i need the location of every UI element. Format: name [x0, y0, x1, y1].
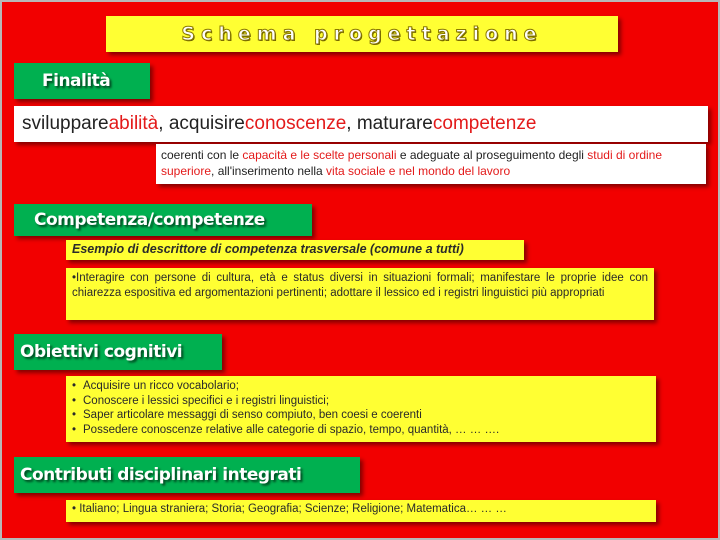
statement-segment: sviluppare — [22, 113, 109, 134]
statement-segment: , maturare — [346, 113, 433, 134]
details-segment: vita sociale e nel mondo del lavoro — [326, 164, 511, 178]
obiettivi-list — [72, 379, 650, 437]
example-label: Esempio di descrittore di competenza trasversale (comune a tutti) — [66, 240, 524, 260]
finalita-details — [156, 144, 706, 184]
obiettivi-list-box — [66, 376, 656, 442]
statement-segment: , acquisire — [158, 113, 245, 134]
bullet: • — [72, 394, 77, 407]
details-segment: , all'inserimento nella — [211, 164, 327, 178]
contributi-text: • Italiano; Lingua straniera; Storia; Geografia; Scienze; Religione; Matematica… … … — [66, 500, 656, 522]
statement-segment: competenze — [432, 113, 537, 134]
competence-descriptor: •Interagire con persone di cultura, età e status diversi in situazioni formali; manifestare le proprie idee con chiarezza espositiva ed argomentazioni pertinenti; adottare il lessico ed i registri linguistici più appropriati — [66, 268, 654, 320]
finalita-statement — [14, 106, 708, 142]
bullet: • — [72, 380, 77, 392]
title-banner — [106, 16, 618, 52]
competenza-heading: Competenza/competenze — [14, 204, 312, 236]
details-segment: capacità e le scelte personali — [242, 148, 397, 162]
list-item-text: Possedere conoscenze relative alle categorie di spazio, tempo, quantità, … … …. — [83, 423, 500, 436]
list-item — [72, 394, 650, 409]
details-segment: coerenti con le — [161, 148, 243, 162]
obiettivi-heading: Obiettivi cognitivi — [14, 334, 222, 370]
list-item — [72, 408, 650, 423]
statement-segment: abilità — [108, 113, 159, 134]
contributi-heading: Contributi disciplinari integrati — [14, 457, 360, 493]
list-item — [72, 423, 650, 438]
list-item — [72, 379, 650, 394]
bullet: • — [72, 409, 77, 421]
statement-segment: conoscenze — [244, 113, 347, 134]
list-item-text: Acquisire un ricco vocabolario; — [83, 380, 239, 392]
list-item-text: Conoscere i lessici specifici e i registri linguistici; — [83, 394, 330, 407]
finalita-heading: Finalità — [14, 63, 150, 99]
page-title: Schema progettazione — [181, 23, 543, 45]
details-segment: e adeguate al proseguimento degli — [396, 148, 588, 162]
details-segment: studi di ordine superiore — [161, 148, 663, 178]
bullet: • — [72, 423, 77, 436]
list-item-text: Saper articolare messaggi di senso compiuto, ben coesi e coerenti — [83, 409, 422, 421]
